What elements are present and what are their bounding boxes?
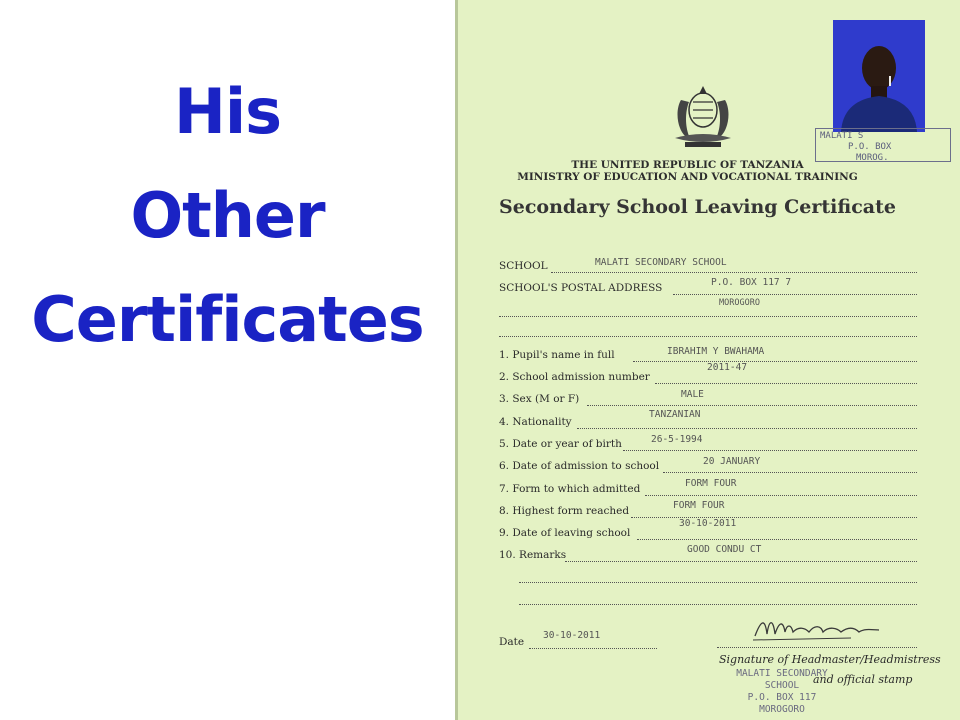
item-value-8: FORM FOUR — [673, 500, 725, 511]
heading-line-1: His — [173, 75, 282, 148]
heading-line-2: Other — [130, 179, 325, 252]
item-label-2: 2. School admission number — [499, 371, 650, 383]
item-label-3: 3. Sex (M or F) — [499, 393, 580, 405]
item-line-1 — [633, 360, 917, 362]
item-line-2 — [655, 382, 917, 384]
ministry-heading: MINISTRY OF EDUCATION AND VOCATIONAL TRAINING — [517, 171, 858, 183]
photo-stamp — [815, 128, 951, 162]
item-label-10: 10. Remarks — [499, 549, 567, 561]
school-value: MALATI SECONDARY SCHOOL — [595, 257, 727, 268]
item-label-1: 1. Pupil's name in full — [499, 349, 615, 361]
postal-address-line — [673, 293, 917, 295]
item-value-7: FORM FOUR — [685, 478, 737, 489]
official-stamp — [717, 668, 847, 716]
item-value-9: 30-10-2011 — [679, 518, 737, 529]
certificate-title: Secondary School Leaving Certificate — [499, 196, 896, 218]
stamp-label: and official stamp — [813, 673, 913, 686]
item-line-6 — [663, 471, 917, 473]
postal-address-label: SCHOOL'S POSTAL ADDRESS — [499, 282, 663, 294]
item-label-9: 9. Date of leaving school — [499, 527, 631, 539]
remarks-line-3 — [519, 603, 917, 605]
item-line-3 — [587, 404, 917, 406]
item-value-4: TANZANIAN — [649, 409, 701, 420]
item-label-7: 7. Form to which admitted — [499, 483, 641, 495]
republic-heading: THE UNITED REPUBLIC OF TANZANIA — [571, 159, 804, 171]
postal-address-value: P.O. BOX 117 7 — [711, 277, 792, 288]
item-label-8: 8. Highest form reached — [499, 505, 630, 517]
item-label-4: 4. Nationality — [499, 416, 572, 428]
photo-stamp-line-2: P.O. BOX — [848, 142, 892, 152]
item-line-7 — [645, 494, 917, 496]
school-line — [551, 271, 917, 273]
signature-label: Signature of Headmaster/Headmistress — [719, 653, 941, 666]
signature-line — [717, 646, 917, 648]
photo-stamp-line-1: MALATI S — [820, 131, 864, 141]
item-line-5 — [623, 449, 917, 451]
official-stamp-line-2: P.O. BOX 117 — [747, 692, 817, 703]
item-line-4 — [577, 427, 917, 429]
item-value-2: 2011-47 — [707, 362, 748, 373]
item-value-10: GOOD CONDU CT — [687, 544, 762, 555]
official-stamp-line-1: MALATI SECONDARY SCHOOL — [736, 668, 828, 691]
item-line-9 — [637, 538, 917, 540]
heading-line-3: Certificates — [31, 283, 424, 356]
student-photo — [833, 20, 925, 132]
postal-address-city: MOROGORO — [719, 298, 760, 308]
item-label-6: 6. Date of admission to school — [499, 460, 660, 472]
item-value-3: MALE — [681, 389, 704, 400]
item-value-1: IBRAHIM Y BWAHAMA — [667, 346, 765, 357]
school-label: SCHOOL — [499, 260, 548, 272]
item-line-8 — [631, 516, 917, 518]
date-line — [529, 647, 657, 649]
item-label-5: 5. Date or year of birth — [499, 438, 622, 450]
photo-stamp-line-3: MOROG. — [856, 153, 889, 163]
coat-of-arms-icon — [667, 80, 739, 150]
item-value-6: 20 JANUARY — [703, 456, 761, 467]
item-line-10 — [565, 560, 917, 562]
certificate-document — [455, 0, 960, 720]
date-label: Date — [499, 636, 525, 648]
slide-heading — [0, 60, 455, 372]
postal-address-line-2 — [499, 315, 917, 317]
item-value-5: 26-5-1994 — [651, 434, 703, 445]
headmaster-signature — [751, 614, 891, 644]
remarks-line-2 — [519, 581, 917, 583]
postal-address-line-3 — [499, 335, 917, 337]
date-value: 30-10-2011 — [543, 630, 601, 641]
official-stamp-line-3: MOROGORO — [759, 704, 805, 715]
